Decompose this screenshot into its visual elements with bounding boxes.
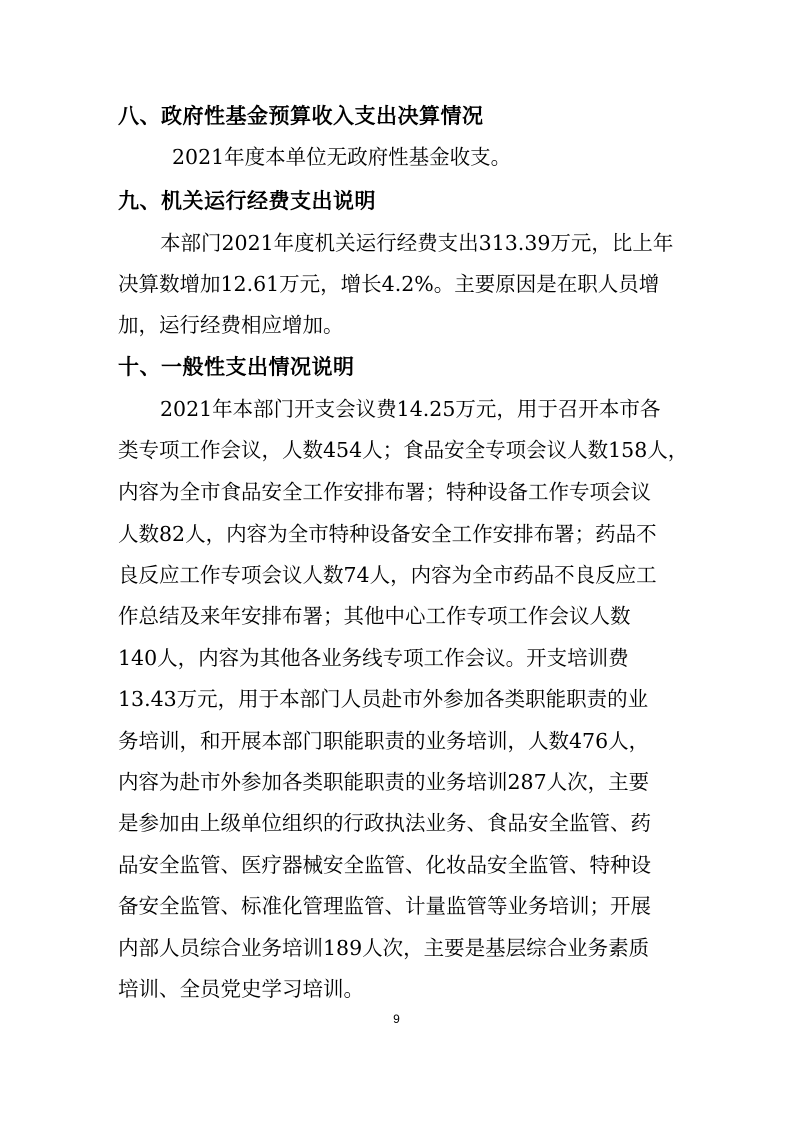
section-10-line-8: 13.43万元，用于本部门人员赴市外参加各类职能职责的业 xyxy=(118,687,649,711)
section-10-line-6: 作总结及来年安排布署；其他中心工作专项工作会议人数 xyxy=(118,604,631,628)
section-10-line-14: 内部人员综合业务培训189人次，主要是基层综合业务素质 xyxy=(118,936,650,960)
section-10-line-4: 人数82人，内容为全市特种设备安全工作安排布署；药品不 xyxy=(118,522,657,546)
section-10-line-9: 务培训，和开展本部门职能职责的业务培训，人数476人， xyxy=(118,729,650,753)
section-8-line-1: 2021年度本单位无政府性基金收支。 xyxy=(172,145,512,169)
section-10-line-15: 培训、全员党史学习培训。 xyxy=(118,977,364,1001)
page-number: 9 xyxy=(393,1012,400,1026)
section-10-line-2: 类专项工作会议，人数454人；食品安全专项会议人数158人， xyxy=(118,438,689,462)
section-heading-8: 八、政府性基金预算收入支出决算情况 xyxy=(118,104,484,128)
section-10-line-13: 备安全监管、标准化管理监管、计量监管等业务培训；开展 xyxy=(118,894,651,918)
section-9-line-1: 本部门2021年度机关运行经费支出313.39万元，比上年 xyxy=(160,231,674,255)
section-10-line-10: 内容为赴市外参加各类职能职责的业务培训287人次，主要 xyxy=(118,770,650,794)
section-10-line-7: 140人，内容为其他各业务线专项工作会议。开支培训费 xyxy=(118,646,629,670)
section-10-line-11: 是参加由上级单位组织的行政执法业务、食品安全监管、药 xyxy=(118,811,651,835)
section-9-line-2: 决算数增加12.61万元，增长4.2%。主要原因是在职人员增 xyxy=(118,272,660,296)
section-heading-9: 九、机关运行经费支出说明 xyxy=(118,189,376,213)
section-10-line-1: 2021年本部门开支会议费14.25万元，用于召开本市各 xyxy=(160,397,661,421)
section-heading-10: 十、一般性支出情况说明 xyxy=(118,355,355,379)
section-10-line-5: 良反应工作专项会议人数74人，内容为全市药品不良反应工 xyxy=(118,563,657,587)
section-9-line-3: 加，运行经费相应增加。 xyxy=(118,313,344,337)
section-10-line-3: 内容为全市食品安全工作安排布署；特种设备工作专项会议 xyxy=(118,480,651,504)
section-10-line-12: 品安全监管、医疗器械安全监管、化妆品安全监管、特种设 xyxy=(118,853,651,877)
